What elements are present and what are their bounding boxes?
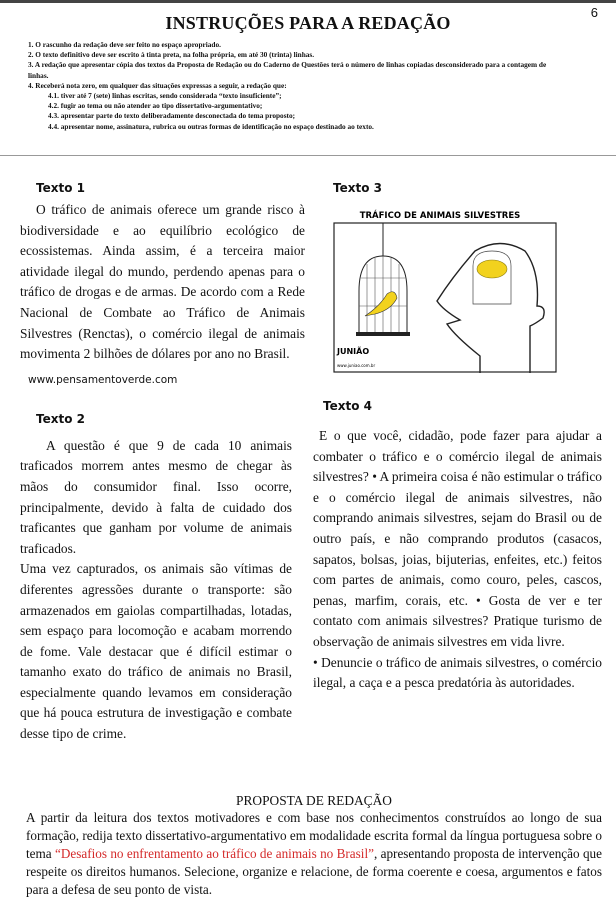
instruction-item: 4. Receberá nota zero, em qualquer das situações expressas a seguir, a redação que: <box>28 80 287 90</box>
texto2-body <box>20 436 292 745</box>
instruction-item: 2. O texto definitivo deve ser escrito à tinta preta, na folha própria, em até 30 (trinta) linhas. <box>28 50 315 60</box>
cartoon-image <box>325 206 585 374</box>
texto4-heading: Texto 4 <box>323 399 372 413</box>
texto1-body <box>20 200 305 365</box>
texto4-body <box>313 426 602 694</box>
cartoon-signature: JUNIÃO <box>337 347 370 356</box>
sub-instruction-item: 4.3. apresentar parte do texto deliberadamente desconectada do tema proposto; <box>48 111 296 121</box>
proposal-text-end: , apresentando proposta de intervenção que respeite os direitos humanos. Selecione, organize e relacione, de forma coerente e coesa, argumentos e fatos para a defesa de seu ponto de vista. <box>26 845 602 897</box>
top-border <box>0 0 616 3</box>
sub-instruction-item: 4.2. fugir ao tema ou não atender ao tipo dissertativo-argumentativo; <box>48 101 263 111</box>
proposal-text-start: A partir da leitura dos textos motivadores e com base nos conhecimentos construídos ao longo de sua formação, redija texto dissertativo-argumentativo em modalidade escrita formal da língua portuguesa sobre o tema <box>26 809 602 861</box>
left-column <box>20 180 305 745</box>
page-title: INSTRUÇÕES PARA A REDAÇÃO <box>165 13 451 33</box>
texts-columns <box>0 156 616 745</box>
texto3-heading: Texto 3 <box>333 181 382 195</box>
texto1-source: www.pensamentoverde.com <box>28 373 178 386</box>
cartoon-url: www.juniao.com.br <box>337 363 376 368</box>
texto2-heading: Texto 2 <box>36 411 85 426</box>
texto4-paragraph: E o que você, cidadão, pode fazer para ajudar a combater o tráfico e o comércio ilegal de animais silvestres? • A primeira coisa é não estimular o tráfico e o comércio ilegal de animais silvestres, não comprando animais silvestres, sejam do Brasil ou de outro país, e não comprando produtos (casacos, sapatos, bolsas, joias, bijuterias, enfeites, etc.) feitos com partes de animais, como couro, peles, cascos, penas, marfim, corais, etc. • Gosta de ver e ter contato com animais silvestres? Pratique turismo de observação de animais silvestres em vida livre. <box>313 428 602 649</box>
proposal-text <box>26 809 602 899</box>
texto2-paragraph: Uma vez capturados, os animais são vítimas de diferentes agressões durante o transporte: são armazenados em gaiolas compartilhadas, lotadas, sem espaço para locomoção e acabam morrendo de fome. Vale destacar que é difícil estimar o tamanho exato do tráfico de animais no Brasil, especialmente quando levamos em consideração que há pouca estrutura de investigação e combate desse tipo de crime. <box>20 561 292 742</box>
instructions-header <box>0 0 616 155</box>
texto4-paragraph: • Denuncie o tráfico de animais silvestres, o comércio ilegal, a caça e a pesca predatória às autoridades. <box>313 654 602 691</box>
proposal-title: PROPOSTA DE REDAÇÃO <box>236 792 392 808</box>
sub-instruction-item: 4.4. apresentar nome, assinatura, rubrica ou outras formas de identificação no espaço destinado ao texto. <box>48 121 374 131</box>
page-number: 6 <box>590 5 598 20</box>
proposal-section <box>0 793 616 909</box>
texto1-heading: Texto 1 <box>36 181 85 195</box>
texto2-paragraph: A questão é que 9 de cada 10 animais traficados morrem antes mesmo de chegar às mãos do consumidor final. Isso ocorre, principalmente, devido à falta de cuidado dos traficantes que ganham por volume de animais traficados. <box>20 437 292 556</box>
sub-instruction-item: 4.1. tiver até 7 (sete) linhas escritas, sendo considerada “texto insuficiente”; <box>48 91 282 101</box>
texto1-paragraph: O tráfico de animais oferece um grande risco à biodiversidade e ao equilíbrio ecológico de ecossistemas. Ainda assim, é a terceira maior atividade ilegal do mundo, perdendo apenas para o tráfico de drogas e de armas. De acordo com a Rede Nacional de Combate ao Tráfico de Animais Silvestres (Renctas), o comércio ilegal de animais movimenta 2 bilhões de dólares por ano no Brasil. <box>20 202 305 362</box>
instructions-list <box>28 40 568 132</box>
instruction-item: 1. O rascunho da redação deve ser feito no espaço apropriado. <box>28 40 221 49</box>
right-column <box>313 180 602 745</box>
proposal-theme: “Desafios no enfrentamento ao tráfico de animais no Brasil” <box>54 845 374 861</box>
instruction-item: 3. A redação que apresentar cópia dos textos da Proposta de Redação ou do Caderno de Questões terá o número de linhas copiadas desconsiderado para a contagem de linhas. <box>28 60 547 80</box>
cartoon-title: TRÁFICO DE ANIMAIS SILVESTRES <box>359 211 521 221</box>
